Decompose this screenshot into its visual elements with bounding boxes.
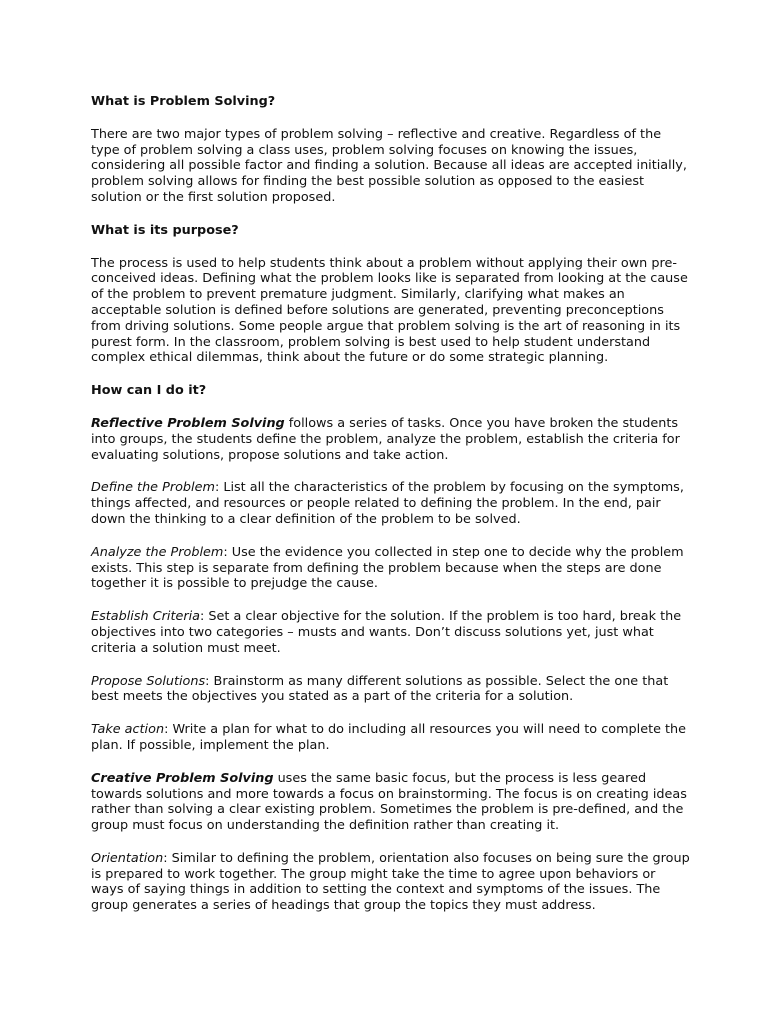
paragraph-step-action	[91, 722, 691, 754]
heading-what-is-problem-solving: What is Problem Solving?	[91, 94, 276, 109]
paragraph-purpose: The process is used to help students think about a problem without applying their own pre-conceived ideas. Defining what the problem looks like is separated from looking at the cause of the problem to prevent premature judgment. Similarly, clarifying what makes an acceptable solution is defined before solutions are generated, preventing preconceptions from driving solutions. Some people argue that problem solving is the art of reasoning in its purest form. In the classroom, problem solving is best used to help student understand complex ethical dilemmas, think about the future or do some strategic planning.	[91, 255, 688, 366]
paragraph-step-propose	[91, 674, 691, 706]
term-reflective-problem-solving: Reflective Problem Solving	[91, 415, 285, 431]
text-creative: uses the same basic focus, but the process is less geared towards solutions and more towards a focus on brainstorming. The focus is on creating ideas rather than solving a clear existing problem. Sometimes the problem is pre-defined, and the group must focus on understanding the definition rather than creating it.	[91, 770, 687, 834]
paragraph-reflective	[91, 416, 691, 463]
paragraph-step-analyze	[91, 545, 691, 592]
paragraph-step-define	[91, 480, 691, 527]
text-define-the-problem: : List all the characteristics of the problem by focusing on the symptoms, things affected, and resources or people related to defining the problem. In the end, pair down the thinking to a clear definition of the problem to be solved.	[91, 480, 684, 527]
term-establish-criteria: Establish Criteria	[91, 609, 200, 625]
paragraph-orientation	[91, 851, 691, 914]
heading-purpose: What is its purpose?	[91, 222, 239, 238]
term-define-the-problem: Define the Problem	[91, 480, 215, 496]
text-reflective: follows a series of tasks. Once you have broken the students into groups, the students define the problem, analyze the problem, establish the criteria for evaluating solutions, propose solutions and take action.	[91, 415, 680, 463]
text-analyze-the-problem: : Use the evidence you collected in step one to decide why the problem exists. This step is separate from defining the problem because when the steps are done together it is possible to prejudge the cause.	[91, 544, 684, 592]
text-orientation: : Similar to defining the problem, orientation also focuses on being sure the group is prepared to work together. The group might take the time to agree upon behaviors or ways of saying things in addition to setting the context and symptoms of the issues. The group generates a series of headings that group the topics they must address.	[91, 850, 690, 914]
text-take-action: : Write a plan for what to do including all resources you will need to complete the plan. If possible, implement the plan.	[91, 722, 687, 753]
paragraph-intro: There are two major types of problem solving – reflective and creative. Regardless of the type of problem solving a class uses, problem solving focuses on knowing the issues, considering all possible factor and finding a solution. Because all ideas are accepted initially, problem solving allows for finding the best possible solution as opposed to the easiest solution or the first solution proposed.	[91, 126, 687, 205]
heading-how-can-i-do-it: How can I do it?	[91, 383, 207, 399]
term-creative-problem-solving: Creative Problem Solving	[91, 770, 274, 786]
term-take-action: Take action	[91, 722, 165, 738]
term-propose-solutions: Propose Solutions	[91, 673, 206, 689]
paragraph-creative	[91, 771, 691, 834]
term-analyze-the-problem: Analyze the Problem	[91, 544, 224, 560]
text-propose-solutions: : Brainstorm as many different solutions as possible. Select the one that best meets the objectives you stated as a part of the criteria for a solution.	[91, 673, 669, 705]
text-establish-criteria: : Set a clear objective for the solution. If the problem is too hard, break the objectives into two categories – musts and wants. Don’t discuss solutions yet, just what criteria a solution must meet.	[91, 609, 682, 656]
paragraph-step-criteria	[91, 609, 691, 656]
term-orientation: Orientation	[91, 850, 164, 866]
document-body	[91, 94, 691, 931]
